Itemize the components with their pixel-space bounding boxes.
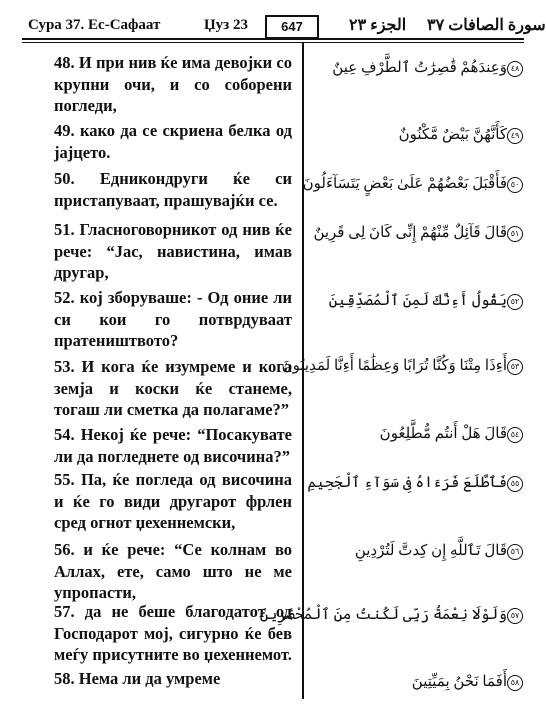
arabic-text: يَقُولُ أَءِنَّكَ لَمِنَ ٱلْمُصَدِّقِينَ bbox=[328, 293, 507, 309]
verse-arabic bbox=[314, 424, 526, 444]
verse-translation: 54. Некој ќе рече: “Посакувате ли да погледнете од височина?” bbox=[54, 425, 292, 466]
ayah-number-icon: ٥٠ bbox=[507, 177, 523, 193]
arabic-text: قَالَ هَلْ أَنتُم مُّطَّلِعُونَ bbox=[379, 426, 507, 442]
page-header bbox=[14, 16, 546, 38]
ayah-number-icon: ٥٥ bbox=[507, 476, 523, 492]
page-number-box: 647 bbox=[265, 15, 319, 39]
verse-arabic bbox=[307, 473, 526, 493]
ayah-number-icon: ٥٣ bbox=[507, 359, 523, 375]
header-rule-thin bbox=[22, 42, 524, 43]
ayah-number-icon: ٥٢ bbox=[507, 294, 523, 310]
surah-title-arabic: سورة الصافات ٣٧ bbox=[427, 17, 546, 34]
arabic-text: وَعِندَهُمْ قَٰصِرَٰتُ ٱلطَّرْفِ عِينٌ bbox=[332, 60, 507, 76]
header-rule bbox=[22, 38, 524, 40]
verse-translation: 57. да не беше благодатот од Господарот мој, сигурно ќе бев меѓу присутните во џехеннемот. bbox=[54, 602, 292, 664]
juz-label-latin: Џуз 23 bbox=[204, 17, 248, 33]
arabic-text: فَٱطَّلَعَ فَرَءَاهُ فِى سَوَآءِ ٱلْجَحِيمِ bbox=[307, 475, 507, 491]
juz-label-arabic: الجزء ٢٣ bbox=[349, 17, 407, 34]
arabic-text: كَأَنَّهُنَّ بَيْضٌ مَّكْنُونٌ bbox=[398, 127, 507, 143]
arabic-text: قَالَ تَٱللَّهِ إِن كِدتَّ لَتُرْدِينِ bbox=[354, 543, 507, 559]
verse-arabic bbox=[281, 356, 526, 376]
verse-arabic bbox=[314, 672, 526, 692]
arabic-text: فَأَقْبَلَ بَعْضُهُمْ عَلَىٰ بَعْضٍ يَتَسَآءَلُونَ bbox=[302, 176, 507, 192]
ayah-number-icon: ٤٨ bbox=[507, 61, 523, 77]
surah-title-latin: Сура 37. Ес-Сафаат bbox=[28, 17, 161, 33]
arabic-text: قَالَ قَآئِلٌ مِّنْهُمْ إِنِّى كَانَ لِى قَرِينٌ bbox=[313, 225, 507, 241]
verse-arabic bbox=[314, 125, 526, 145]
verse-arabic bbox=[314, 291, 526, 311]
ayah-number-icon: ٥٨ bbox=[507, 675, 523, 691]
ayah-number-icon: ٥٦ bbox=[507, 544, 523, 560]
arabic-text: وَلَوْلَا نِعْمَةُ رَبِّى لَكُنتُ مِنَ ٱلْمُحْضَرِينَ bbox=[259, 607, 507, 623]
ayah-number-icon: ٥٤ bbox=[507, 427, 523, 443]
verse-arabic bbox=[314, 223, 526, 243]
verse-translation: 55. Па, ќе погледа од височина и ќе го види другарот фрлен сред огнот џехеннемски, bbox=[54, 470, 292, 532]
verse-arabic bbox=[259, 605, 526, 625]
verse-translation: 48. И при нив ќе има девојки со крупни очи, и со соборени погледи, bbox=[54, 53, 292, 115]
ayah-number-icon: ٥٧ bbox=[507, 608, 523, 624]
verse-translation: 58. Нема ли да умреме bbox=[54, 669, 221, 688]
arabic-text: أَءِذَا مِتْنَا وَكُنَّا تُرَابًا وَعِظَٰمًا أَءِنَّا لَمَدِينُونَ bbox=[281, 358, 507, 374]
verse-translation: 53. И кога ќе изумреме и кога земја и коски ќе станеме, тогаш ли сметка да полагаме?” bbox=[54, 357, 292, 419]
verse-arabic bbox=[314, 541, 526, 561]
verse-arabic bbox=[302, 174, 526, 194]
verse-translation: 51. Гласноговорникот од нив ќе рече: “Јас, навистина, имав другар, bbox=[54, 220, 292, 282]
verse-translation: 50. Едникондруги ќе си пристапуваат, прашувајќи се. bbox=[54, 169, 292, 210]
ayah-number-icon: ٤٩ bbox=[507, 128, 523, 144]
ayah-number-icon: ٥١ bbox=[507, 226, 523, 242]
verse-translation: 56. и ќе рече: “Се колнам во Аллах, ете, само што не ме упропасти, bbox=[54, 540, 292, 602]
verse-translation: 49. како да се скриена белка од јајцето. bbox=[54, 121, 292, 162]
verse-arabic bbox=[314, 58, 526, 78]
verse-translation: 52. кој зборуваше: - Од оние ли си кои го потврдуваат пратеништвото? bbox=[54, 288, 292, 350]
arabic-text: أَفَمَا نَحْنُ بِمَيِّتِينَ bbox=[411, 674, 507, 690]
